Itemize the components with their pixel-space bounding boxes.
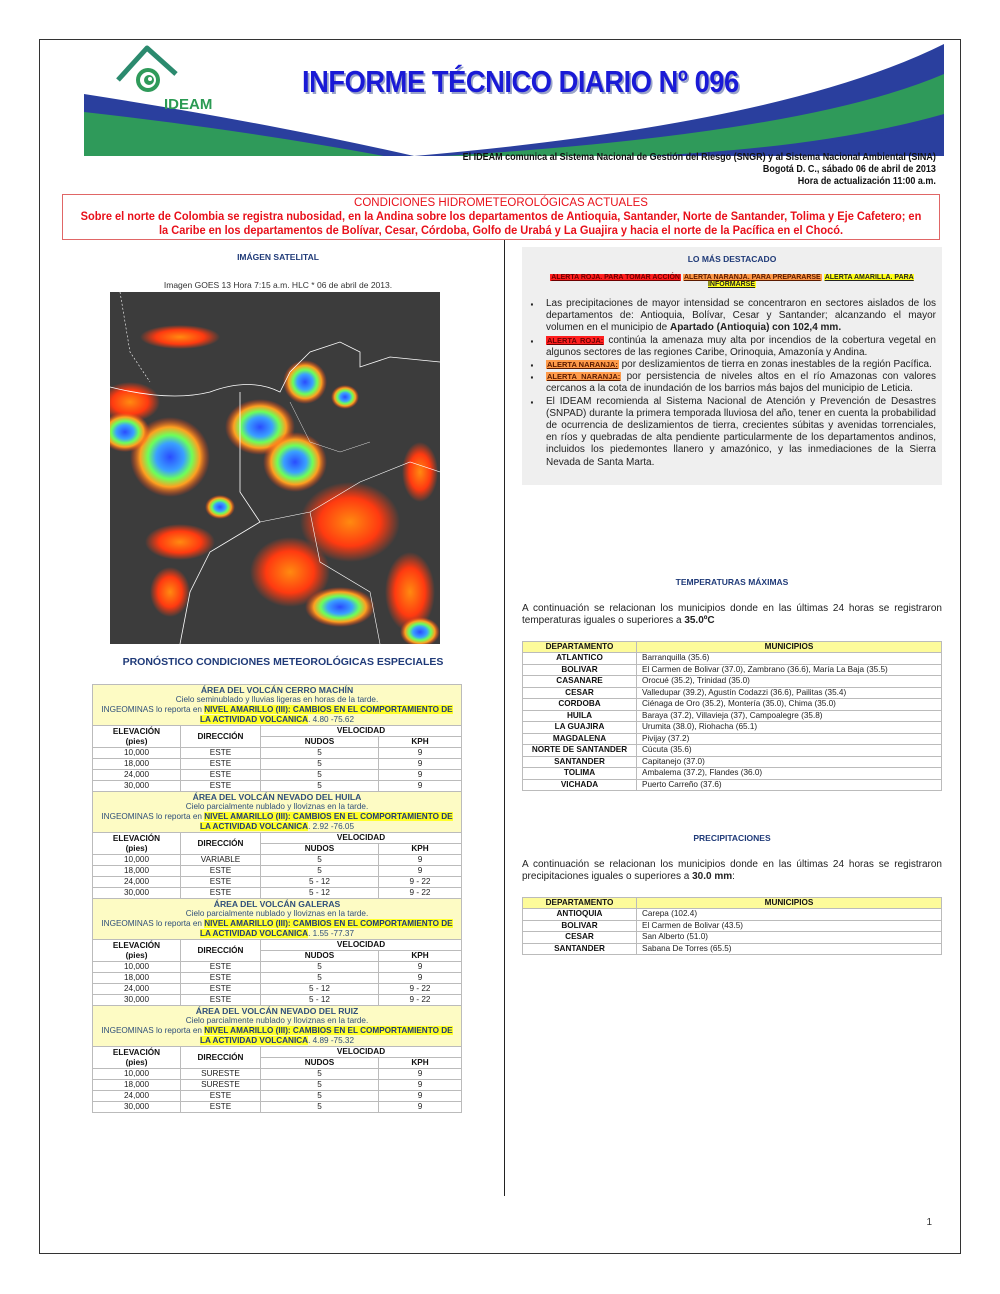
col-kph: KPH — [378, 1058, 461, 1069]
cell-knots: 5 — [261, 1102, 379, 1113]
col-elevation-label: ELEVACIÓN — [112, 940, 161, 950]
cell-municipalities: Carepa (102.4) — [637, 909, 942, 921]
cell-direction: ESTE — [181, 866, 261, 877]
cell-kph: 9 - 22 — [378, 877, 461, 888]
cell-kph: 9 — [378, 770, 461, 781]
column-header-row — [93, 833, 462, 844]
area-sky: Cielo parcialmente nublado y lloviznas en la tarde. — [185, 802, 369, 811]
precipitation-intro-text: A continuación se relacionan los municipios donde en las últimas 24 horas se registraron precipitaciones iguales o superiores a — [522, 859, 942, 882]
cell-elevation: 10,000 — [93, 962, 181, 973]
cell-department: HUILA — [523, 710, 637, 722]
cell-department: CASANARE — [523, 676, 637, 688]
cell-department: NORTE DE SANTANDER — [523, 745, 637, 757]
area-coords: . 1.55 -77.37 — [308, 929, 355, 938]
table-row — [93, 984, 462, 995]
col-elevation-label: ELEVACIÓN — [112, 1047, 161, 1057]
area-header-cell — [93, 1006, 462, 1047]
cell-knots: 5 — [261, 973, 379, 984]
cell-kph: 9 - 22 — [378, 995, 461, 1006]
table-row — [523, 699, 942, 711]
cell-municipalities: Puerto Carreño (37.6) — [637, 779, 942, 791]
alert-legend — [528, 274, 936, 288]
cell-kph: 9 — [378, 1102, 461, 1113]
alert-level-badge: NIVEL AMARILLO (III): CAMBIOS EN EL COMPORTAMIENTO DE LA ACTIVIDAD VOLCANICA — [199, 919, 453, 938]
highlight-item — [528, 298, 936, 335]
report-date: Bogotá D. C., sábado 06 de abril de 2013 — [762, 164, 936, 175]
cell-direction: ESTE — [181, 888, 261, 899]
table-row — [93, 995, 462, 1006]
cell-direction: ESTE — [181, 973, 261, 984]
table-row — [523, 756, 942, 768]
area-name: ÁREA DEL VOLCÁN NEVADO DEL HUILA — [192, 792, 362, 802]
highlight-item — [528, 371, 936, 395]
highlights-list — [528, 298, 936, 469]
cell-elevation: 30,000 — [93, 888, 181, 899]
table-row — [523, 779, 942, 791]
col-knots: NUDOS — [261, 844, 379, 855]
area-report-prefix: INGEOMINAS lo reporta en — [101, 1026, 205, 1035]
cell-municipalities: Orocué (35.2), Trinidad (35.0) — [637, 676, 942, 688]
table-row — [93, 1080, 462, 1091]
cell-municipalities: Capitanejo (37.0) — [637, 756, 942, 768]
table-header-row — [523, 642, 942, 653]
table-row — [523, 932, 942, 944]
cell-knots: 5 — [261, 770, 379, 781]
cell-department: TOLIMA — [523, 768, 637, 780]
table-row — [523, 710, 942, 722]
cell-direction: VARIABLE — [181, 855, 261, 866]
cell-department: BOLIVAR — [523, 920, 637, 932]
legend-red: ALERTA ROJA. PARA TOMAR ACCIÓN — [551, 274, 680, 281]
area-sky: Cielo seminublado y lluvias ligeras en horas de la tarde. — [175, 695, 379, 704]
satellite-image — [110, 292, 440, 644]
cell-kph: 9 — [378, 1069, 461, 1080]
cell-department: LA GUAJIRA — [523, 722, 637, 734]
column-header-row — [93, 726, 462, 737]
col-knots: NUDOS — [261, 1058, 379, 1069]
cell-department: ATLANTICO — [523, 653, 637, 665]
highlight-text: Las precipitaciones de mayor intensidad se concentraron en sectores aislados de los departamentos de: Antioquia, Bolívar, Cesar y Santander; alcanzando el mayor volumen en el municipio de — [546, 298, 936, 334]
highlight-text: por persistencia de niveles altos en el río Amazonas con valores cercanos a la cota de inundación de los barrios más bajos del municipio de Leticia. — [546, 371, 936, 395]
table-row — [523, 653, 942, 665]
table-row — [523, 768, 942, 780]
col-elevation-label: ELEVACIÓN — [112, 833, 161, 843]
cell-knots: 5 - 12 — [261, 877, 379, 888]
area-name: ÁREA DEL VOLCÁN GALERAS — [213, 899, 341, 909]
area-report-prefix: INGEOMINAS lo reporta en — [101, 812, 205, 821]
cell-kph: 9 — [378, 866, 461, 877]
highlight-text: continúa la amenaza muy alta por incendios de la cobertura vegetal en algunos sectores de las regiones Caribe, Orinoquia, Amazonía y Andina. — [546, 334, 936, 358]
area-coords: . 4.89 -75.32 — [308, 1036, 355, 1045]
cell-kph: 9 — [378, 759, 461, 770]
area-header-row — [93, 899, 462, 940]
satellite-map — [110, 292, 440, 644]
table-row — [523, 943, 942, 955]
page-title: INFORME TÉCNICO DIARIO Nº 096 — [302, 64, 739, 99]
cell-knots: 5 — [261, 962, 379, 973]
cell-direction: ESTE — [181, 748, 261, 759]
table-row — [93, 1091, 462, 1102]
volcano-forecast-table — [92, 684, 462, 1113]
column-header-row — [93, 940, 462, 951]
table-row — [93, 770, 462, 781]
table-row — [523, 676, 942, 688]
highlight-item — [528, 396, 936, 469]
col-direction: DIRECCIÓN — [181, 1047, 261, 1069]
table-row — [523, 733, 942, 745]
area-name: ÁREA DEL VOLCÁN CERRO MACHÍN — [200, 685, 354, 695]
header-communique — [463, 152, 936, 188]
forecast-title: PRONÓSTICO CONDICIONES METEOROLÓGICAS ESPECIALES — [122, 656, 444, 668]
cell-direction: ESTE — [181, 759, 261, 770]
cell-kph: 9 — [378, 973, 461, 984]
cell-direction: ESTE — [181, 995, 261, 1006]
temperatures-title: TEMPERATURAS MÁXIMAS — [675, 577, 789, 587]
cell-municipalities: Ciénaga de Oro (35.2), Montería (35.0), Chima (35.0) — [637, 699, 942, 711]
cell-knots: 5 — [261, 781, 379, 792]
col-speed: VELOCIDAD — [261, 1047, 462, 1058]
cell-kph: 9 — [378, 855, 461, 866]
cell-municipalities: Sabana De Torres (65.5) — [637, 943, 942, 955]
table-row — [93, 781, 462, 792]
cell-knots: 5 — [261, 1069, 379, 1080]
table-row — [93, 973, 462, 984]
col-elevation — [93, 726, 181, 748]
table-row — [93, 1102, 462, 1113]
area-header-row — [93, 1006, 462, 1047]
area-report — [93, 1026, 461, 1046]
conditions-text: Sobre el norte de Colombia se registra nubosidad, en la Andina sobre los departamentos de Antioquia, Santander, Norte de Santander, Tolima y Eje Cafetero; en la Caribe en los departamentos de Bolívar, Cesar, Córdoba, Golfo de Urabá y La Guajira y hacia el norte de la Pacífica en el Chocó. — [80, 211, 922, 237]
precipitation-intro — [522, 859, 942, 883]
table-header-row — [523, 898, 942, 909]
communique-text: El IDEAM comunica al Sistema Nacional de Gestión del Riesgo (SNGR) y al Sistema Nacional Ambiental (SINA) — [462, 152, 936, 163]
cell-kph: 9 — [378, 1080, 461, 1091]
area-header-cell — [93, 685, 462, 726]
update-time: Hora de actualización 11:00 a.m. — [797, 176, 936, 187]
col-knots: NUDOS — [261, 737, 379, 748]
cell-department: ANTIOQUIA — [523, 909, 637, 921]
area-report-prefix: INGEOMINAS lo reporta en — [101, 919, 205, 928]
cell-department: CORDOBA — [523, 699, 637, 711]
cell-knots: 5 — [261, 855, 379, 866]
table-row — [93, 962, 462, 973]
cell-elevation: 24,000 — [93, 1091, 181, 1102]
cell-elevation: 24,000 — [93, 984, 181, 995]
cell-elevation: 24,000 — [93, 770, 181, 781]
cell-elevation: 24,000 — [93, 877, 181, 888]
cell-elevation: 10,000 — [93, 855, 181, 866]
table-row — [93, 888, 462, 899]
cell-municipalities: Ambalema (37.2), Flandes (36.0) — [637, 768, 942, 780]
area-header-row — [93, 685, 462, 726]
cell-department: BOLIVAR — [523, 664, 637, 676]
cell-municipalities: Valledupar (39.2), Agustín Codazzi (36.6), Pailitas (35.4) — [637, 687, 942, 699]
cell-direction: ESTE — [181, 984, 261, 995]
cell-knots: 5 - 12 — [261, 888, 379, 899]
precipitation-title: PRECIPITACIONES — [693, 833, 771, 843]
cell-municipalities: El Carmen de Bolivar (37.0), Zambrano (36.6), María La Baja (35.5) — [637, 664, 942, 676]
area-header-cell — [93, 899, 462, 940]
cell-direction: ESTE — [181, 877, 261, 888]
banner-swoosh — [84, 44, 944, 156]
col-direction: DIRECCIÓN — [181, 726, 261, 748]
col-speed: VELOCIDAD — [261, 940, 462, 951]
cell-department: MAGDALENA — [523, 733, 637, 745]
precipitation-table — [522, 897, 942, 955]
area-report — [93, 919, 461, 939]
alert-tag: ALERTA NARANJA: — [547, 372, 621, 382]
cell-kph: 9 — [378, 781, 461, 792]
alert-level-badge: NIVEL AMARILLO (III): CAMBIOS EN EL COMPORTAMIENTO DE LA ACTIVIDAD VOLCANICA — [199, 705, 453, 724]
highlight-text: El IDEAM recomienda al Sistema Nacional de Atención y Prevención de Desastres (SNPAD) durante la primera temporada lluviosa del año, tener en cuenta la probabilidad de ocurrencia de deslizamientos de tierra, crecientes súbitas y avenidas torrenciales, en ríos y quebradas de alta pendiente particularmente de los departamentos andinos, incluidos los piedemontes llanero y amazónico, y las inmediaciones de la Sierra Nevada de Santa Marta. — [546, 395, 936, 468]
alert-tag: ALERTA ROJA: — [547, 335, 604, 345]
highlight-bold: Apartado (Antioquia) con 102,4 mm. — [669, 322, 842, 334]
cell-knots: 5 — [261, 866, 379, 877]
col-municipalities: MUNICIPIOS — [637, 642, 942, 653]
table-row — [523, 722, 942, 734]
alert-level-badge: NIVEL AMARILLO (III): CAMBIOS EN EL COMPORTAMIENTO DE LA ACTIVIDAD VOLCANICA — [199, 1026, 453, 1045]
area-name: ÁREA DEL VOLCÁN NEVADO DEL RUIZ — [195, 1006, 359, 1016]
cell-direction: ESTE — [181, 1102, 261, 1113]
col-kph: KPH — [378, 951, 461, 962]
temperatures-intro-text: A continuación se relacionan los municipios donde en las últimas 24 horas se registraron temperaturas iguales o superiores a — [522, 603, 942, 626]
cell-kph: 9 — [378, 748, 461, 759]
ideam-logo — [112, 44, 182, 102]
cell-kph: 9 - 22 — [378, 984, 461, 995]
cell-knots: 5 - 12 — [261, 995, 379, 1006]
cell-elevation: 18,000 — [93, 759, 181, 770]
table-row — [523, 745, 942, 757]
cell-elevation: 18,000 — [93, 973, 181, 984]
col-department: DEPARTAMENTO — [523, 898, 637, 909]
cell-department: SANTANDER — [523, 943, 637, 955]
area-coords: . 2.92 -76.05 — [308, 822, 355, 831]
report-page — [39, 39, 961, 1254]
cell-municipalities: Barranquilla (35.6) — [637, 653, 942, 665]
cell-elevation: 10,000 — [93, 748, 181, 759]
cell-department: VICHADA — [523, 779, 637, 791]
page-number: 1 — [926, 1217, 932, 1228]
temperatures-table — [522, 641, 942, 791]
logo-text: IDEAM — [164, 96, 213, 113]
cell-department: CESAR — [523, 932, 637, 944]
current-conditions-box — [62, 194, 940, 240]
col-elevation-unit: (pies) — [125, 1057, 148, 1067]
cell-municipalities: Cúcuta (35.6) — [637, 745, 942, 757]
cell-knots: 5 — [261, 1080, 379, 1091]
col-elevation-unit: (pies) — [125, 736, 148, 746]
cell-elevation: 18,000 — [93, 1080, 181, 1091]
cell-kph: 9 — [378, 962, 461, 973]
col-department: DEPARTAMENTO — [523, 642, 637, 653]
table-row — [93, 855, 462, 866]
col-municipalities: MUNICIPIOS — [637, 898, 942, 909]
col-kph: KPH — [378, 737, 461, 748]
cell-elevation: 30,000 — [93, 781, 181, 792]
cell-knots: 5 — [261, 1091, 379, 1102]
table-row — [523, 664, 942, 676]
legend-yellow: ALERTA AMARILLA. PARA INFORMARSE — [707, 274, 914, 288]
table-row — [523, 920, 942, 932]
highlight-item — [528, 335, 936, 359]
col-speed: VELOCIDAD — [261, 833, 462, 844]
area-sky: Cielo parcialmente nublado y lloviznas en la tarde. — [185, 1016, 369, 1025]
col-speed: VELOCIDAD — [261, 726, 462, 737]
cell-department: SANTANDER — [523, 756, 637, 768]
cell-municipalities: El Carmen de Bolivar (43.5) — [637, 920, 942, 932]
highlights-title: LO MÁS DESTACADO — [687, 254, 777, 264]
cell-kph: 9 — [378, 1091, 461, 1102]
cell-knots: 5 - 12 — [261, 984, 379, 995]
cell-elevation: 30,000 — [93, 995, 181, 1006]
highlights-box — [522, 247, 942, 485]
table-row — [93, 866, 462, 877]
cell-municipalities: Urumita (38.0), Riohacha (65.1) — [637, 722, 942, 734]
cell-kph: 9 - 22 — [378, 888, 461, 899]
precipitation-suffix: : — [732, 871, 735, 882]
conditions-title: CONDICIONES HIDROMETEOROLÓGICAS ACTUALES — [354, 197, 648, 209]
highlight-item — [528, 359, 936, 371]
cell-elevation: 30,000 — [93, 1102, 181, 1113]
cell-knots: 5 — [261, 759, 379, 770]
area-header-row — [93, 792, 462, 833]
area-report — [93, 812, 461, 832]
area-report-prefix: INGEOMINAS lo reporta en — [101, 705, 205, 714]
area-report — [93, 705, 461, 725]
column-header-row — [93, 1047, 462, 1058]
highlight-text: por deslizamientos de tierra en zonas inestables de la región Pacífica. — [618, 359, 932, 371]
cell-direction: SURESTE — [181, 1069, 261, 1080]
cell-elevation: 18,000 — [93, 866, 181, 877]
satellite-caption: Imagen GOES 13 Hora 7:15 a.m. HLC * 06 de abril de 2013. — [163, 280, 393, 290]
cell-municipalities: Pivijay (37.2) — [637, 733, 942, 745]
cell-direction: SURESTE — [181, 1080, 261, 1091]
col-direction: DIRECCIÓN — [181, 940, 261, 962]
col-elevation-unit: (pies) — [125, 843, 148, 853]
cell-municipalities: San Alberto (51.0) — [637, 932, 942, 944]
cell-direction: ESTE — [181, 770, 261, 781]
col-elevation — [93, 1047, 181, 1069]
precipitation-threshold: 30.0 mm — [692, 871, 733, 882]
left-column — [92, 252, 464, 1113]
table-row — [523, 687, 942, 699]
col-elevation — [93, 833, 181, 855]
col-elevation — [93, 940, 181, 962]
table-row — [523, 909, 942, 921]
table-row — [93, 759, 462, 770]
area-coords: . 4.80 -75.62 — [308, 715, 355, 724]
satellite-title: IMÁGEN SATELITAL — [237, 252, 319, 262]
table-row — [93, 748, 462, 759]
cell-municipalities: Baraya (37.2), Villavieja (37), Campoalegre (35.8) — [637, 710, 942, 722]
right-column — [522, 247, 942, 955]
area-header-cell — [93, 792, 462, 833]
col-elevation-unit: (pies) — [125, 950, 148, 960]
temperatures-intro — [522, 603, 942, 627]
legend-orange: ALERTA NARANJA. PARA PREPARARSE — [683, 274, 821, 281]
cell-department: CESAR — [523, 687, 637, 699]
cell-direction: ESTE — [181, 962, 261, 973]
cell-knots: 5 — [261, 748, 379, 759]
cell-direction: ESTE — [181, 1091, 261, 1102]
header-banner — [84, 44, 944, 154]
cell-elevation: 10,000 — [93, 1069, 181, 1080]
column-divider — [504, 240, 505, 1196]
table-row — [93, 1069, 462, 1080]
cell-direction: ESTE — [181, 781, 261, 792]
col-elevation-label: ELEVACIÓN — [112, 726, 161, 736]
temperatures-threshold: 35.0ºC — [684, 615, 715, 626]
alert-tag: ALERTA NARANJA: — [547, 360, 618, 370]
alert-level-badge: NIVEL AMARILLO (III): CAMBIOS EN EL COMPORTAMIENTO DE LA ACTIVIDAD VOLCANICA — [199, 812, 453, 831]
col-knots: NUDOS — [261, 951, 379, 962]
table-row — [93, 877, 462, 888]
col-direction: DIRECCIÓN — [181, 833, 261, 855]
area-sky: Cielo parcialmente nublado y lloviznas en la tarde. — [185, 909, 369, 918]
col-kph: KPH — [378, 844, 461, 855]
